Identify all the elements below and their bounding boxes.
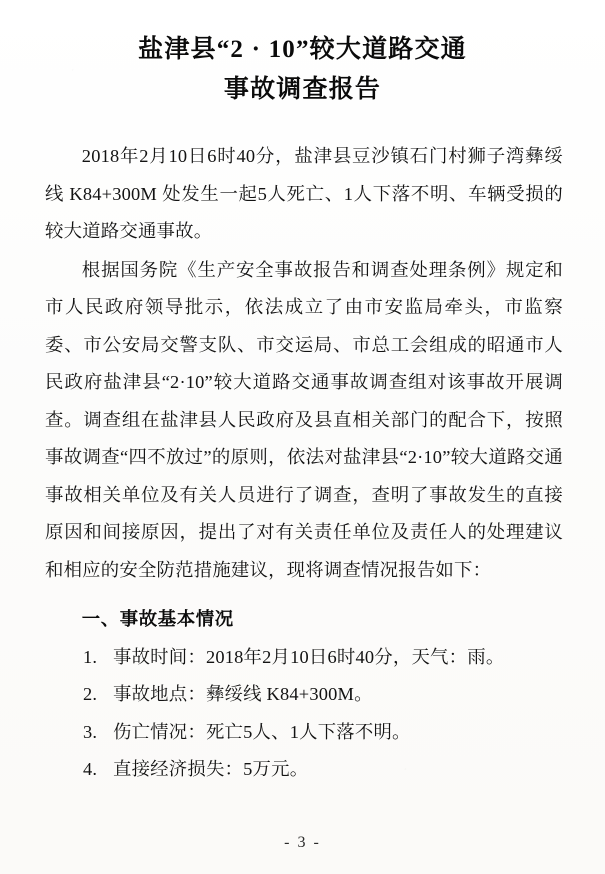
paragraph-2: 根据国务院《生产安全事故报告和调查处理条例》规定和市人民政府领导批示，依法成立了由市安监局牵头，市监察委、市公安局交警支队、市交运局、市总工会组成的昭通市人民政府盐津县“2·10”较大道路交通事故调查组对该事故开展调查。调查组在盐津县人民政府及县直相关部门的配合下，按照事故调查“四不放过”的原则，依法对盐津县“2·10”较大道路交通事故相关单位及有关人员进行了调查，查明了事故发生的直接原因和间接原因，提出了对有关责任单位及责任人的处理建议和相应的安全防范措施建议，现将调查情况报告如下： [45, 259, 563, 580]
list-item [45, 714, 563, 752]
list-item-marker: 3. [83, 721, 98, 742]
title-line-1: 盐津县“2 · 10”较大道路交通 [138, 36, 467, 63]
section-heading-1: 一、事故基本情况 [81, 609, 234, 629]
paragraph-1: 2018年2月10日6时40分，盐津县豆沙镇石门村狮子湾彝绥线 K84+300M 处发生一起5人死亡、1人下落不明、车辆受损的较大道路交通事故。 [45, 146, 563, 241]
list-item-marker: 1. [83, 646, 98, 667]
list-item [45, 676, 563, 714]
list-item-text: 直接经济损失：5万元。 [113, 759, 309, 779]
list-item-marker: 2. [83, 684, 98, 704]
list-item-marker: 4. [83, 759, 98, 779]
list-item-text: 事故地点：彝绥线 K84+300M。 [113, 684, 373, 704]
list-item-text: 事故时间：2018年2月10日6时40分，天气：雨。 [113, 646, 505, 667]
section-1-item-list [45, 639, 563, 789]
list-item [45, 751, 563, 789]
document-title [0, 0, 605, 110]
page-number: - 3 - [284, 834, 321, 851]
document-body [0, 138, 605, 789]
title-line-2: 事故调查报告 [223, 76, 382, 103]
list-item [45, 639, 563, 677]
list-item-text: 伤亡情况：死亡5人、1人下落不明。 [113, 721, 411, 742]
